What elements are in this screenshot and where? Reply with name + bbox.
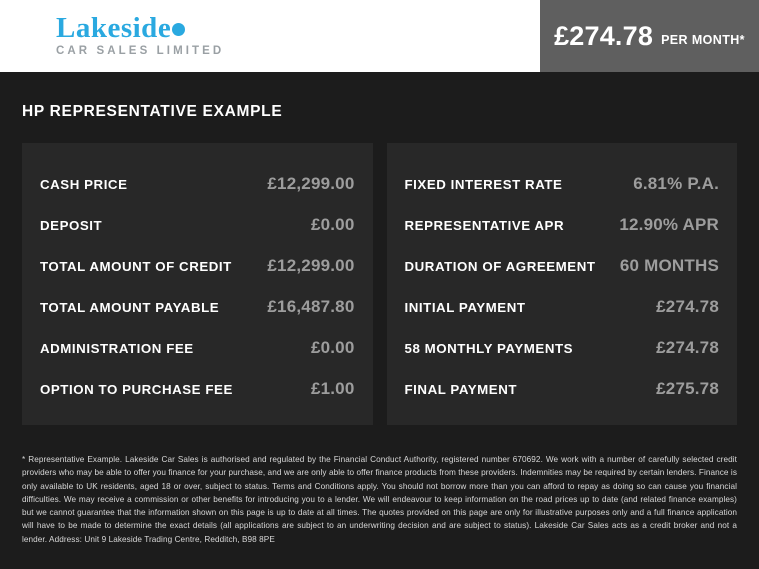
finance-panel-left <box>22 143 373 425</box>
monthly-price-unit: PER MONTH* <box>661 32 745 47</box>
table-row <box>40 204 355 245</box>
table-row <box>40 368 355 409</box>
row-value: £275.78 <box>656 378 719 398</box>
table-row <box>405 163 720 204</box>
row-label: TOTAL AMOUNT PAYABLE <box>40 299 220 315</box>
row-value: £1.00 <box>310 378 355 398</box>
page-header <box>0 0 759 72</box>
logo-wordmark-text: Lakeside <box>56 12 172 45</box>
row-label: ADMINISTRATION FEE <box>40 340 194 356</box>
row-label: OPTION TO PURCHASE FEE <box>40 381 233 397</box>
brand-logo <box>0 0 540 72</box>
row-label: FIXED INTEREST RATE <box>404 176 563 192</box>
table-row <box>40 286 355 327</box>
row-value: 60 MONTHS <box>619 255 719 275</box>
page-title: HP REPRESENTATIVE EXAMPLE <box>22 103 283 120</box>
table-row <box>40 327 355 368</box>
finance-details-panels <box>0 121 759 425</box>
row-value: £16,487.80 <box>267 296 355 316</box>
row-value: £0.00 <box>310 214 355 234</box>
logo-wordmark <box>56 14 224 43</box>
table-row <box>40 245 355 286</box>
table-row <box>405 204 720 245</box>
row-label: REPRESENTATIVE APR <box>404 217 565 233</box>
row-value: £12,299.00 <box>267 173 355 193</box>
row-value: 6.81% P.A. <box>633 173 719 193</box>
logo-dot-icon <box>172 23 185 36</box>
row-label: FINAL PAYMENT <box>404 381 518 397</box>
logo-tagline: CAR SALES LIMITED <box>56 45 225 58</box>
monthly-price-value: £274.78 <box>554 20 654 51</box>
table-row <box>405 368 720 409</box>
finance-panel-right <box>387 143 738 425</box>
row-value: £274.78 <box>656 337 719 357</box>
row-label: DURATION OF AGREEMENT <box>404 258 596 274</box>
row-label: INITIAL PAYMENT <box>404 299 526 315</box>
monthly-price-banner <box>540 0 759 72</box>
row-value: £274.78 <box>656 296 719 316</box>
table-row <box>405 245 720 286</box>
row-label: DEPOSIT <box>40 217 103 233</box>
row-value: £0.00 <box>310 337 355 357</box>
logo-block <box>56 14 224 58</box>
disclaimer-text: * Representative Example. Lakeside Car Sales is authorised and regulated by the Financial Conduct Authority, registered number 670692. We work with a number of carefully selected credit providers who may be able to offer you finance for your purchase, and we are only able to offer finance products from these providers. Indemnities may be required by certain lenders. Finance is only available to UK residents, aged 18 or over, subject to status. Terms and Conditions apply. You should not borrow more than you can afford to repay as doing so can cause you financial difficulties. We may receive a commission or other benefits for introducing you to a lender. We will endeavour to keep information on the road prices up to date (and related finance examples) but we cannot guarantee that the information shown on this page is up to date at all times. The quotes provided on this page are only for illustrative purposes only and a full finance application will have to be made to determine the exact details (all applications are subject to an underwriting decision and are subject to status). Lakeside Car Sales acts as a credit broker and not a lender. Address: Unit 9 Lakeside Trading Centre, Redditch, B98 8PE <box>22 455 737 544</box>
row-label: 58 MONTHLY PAYMENTS <box>404 340 574 356</box>
table-row <box>405 286 720 327</box>
row-value: 12.90% APR <box>619 214 719 234</box>
row-value: £12,299.00 <box>267 255 355 275</box>
row-label: TOTAL AMOUNT OF CREDIT <box>40 258 232 274</box>
table-row <box>40 163 355 204</box>
table-row <box>405 327 720 368</box>
row-label: CASH PRICE <box>40 176 128 192</box>
